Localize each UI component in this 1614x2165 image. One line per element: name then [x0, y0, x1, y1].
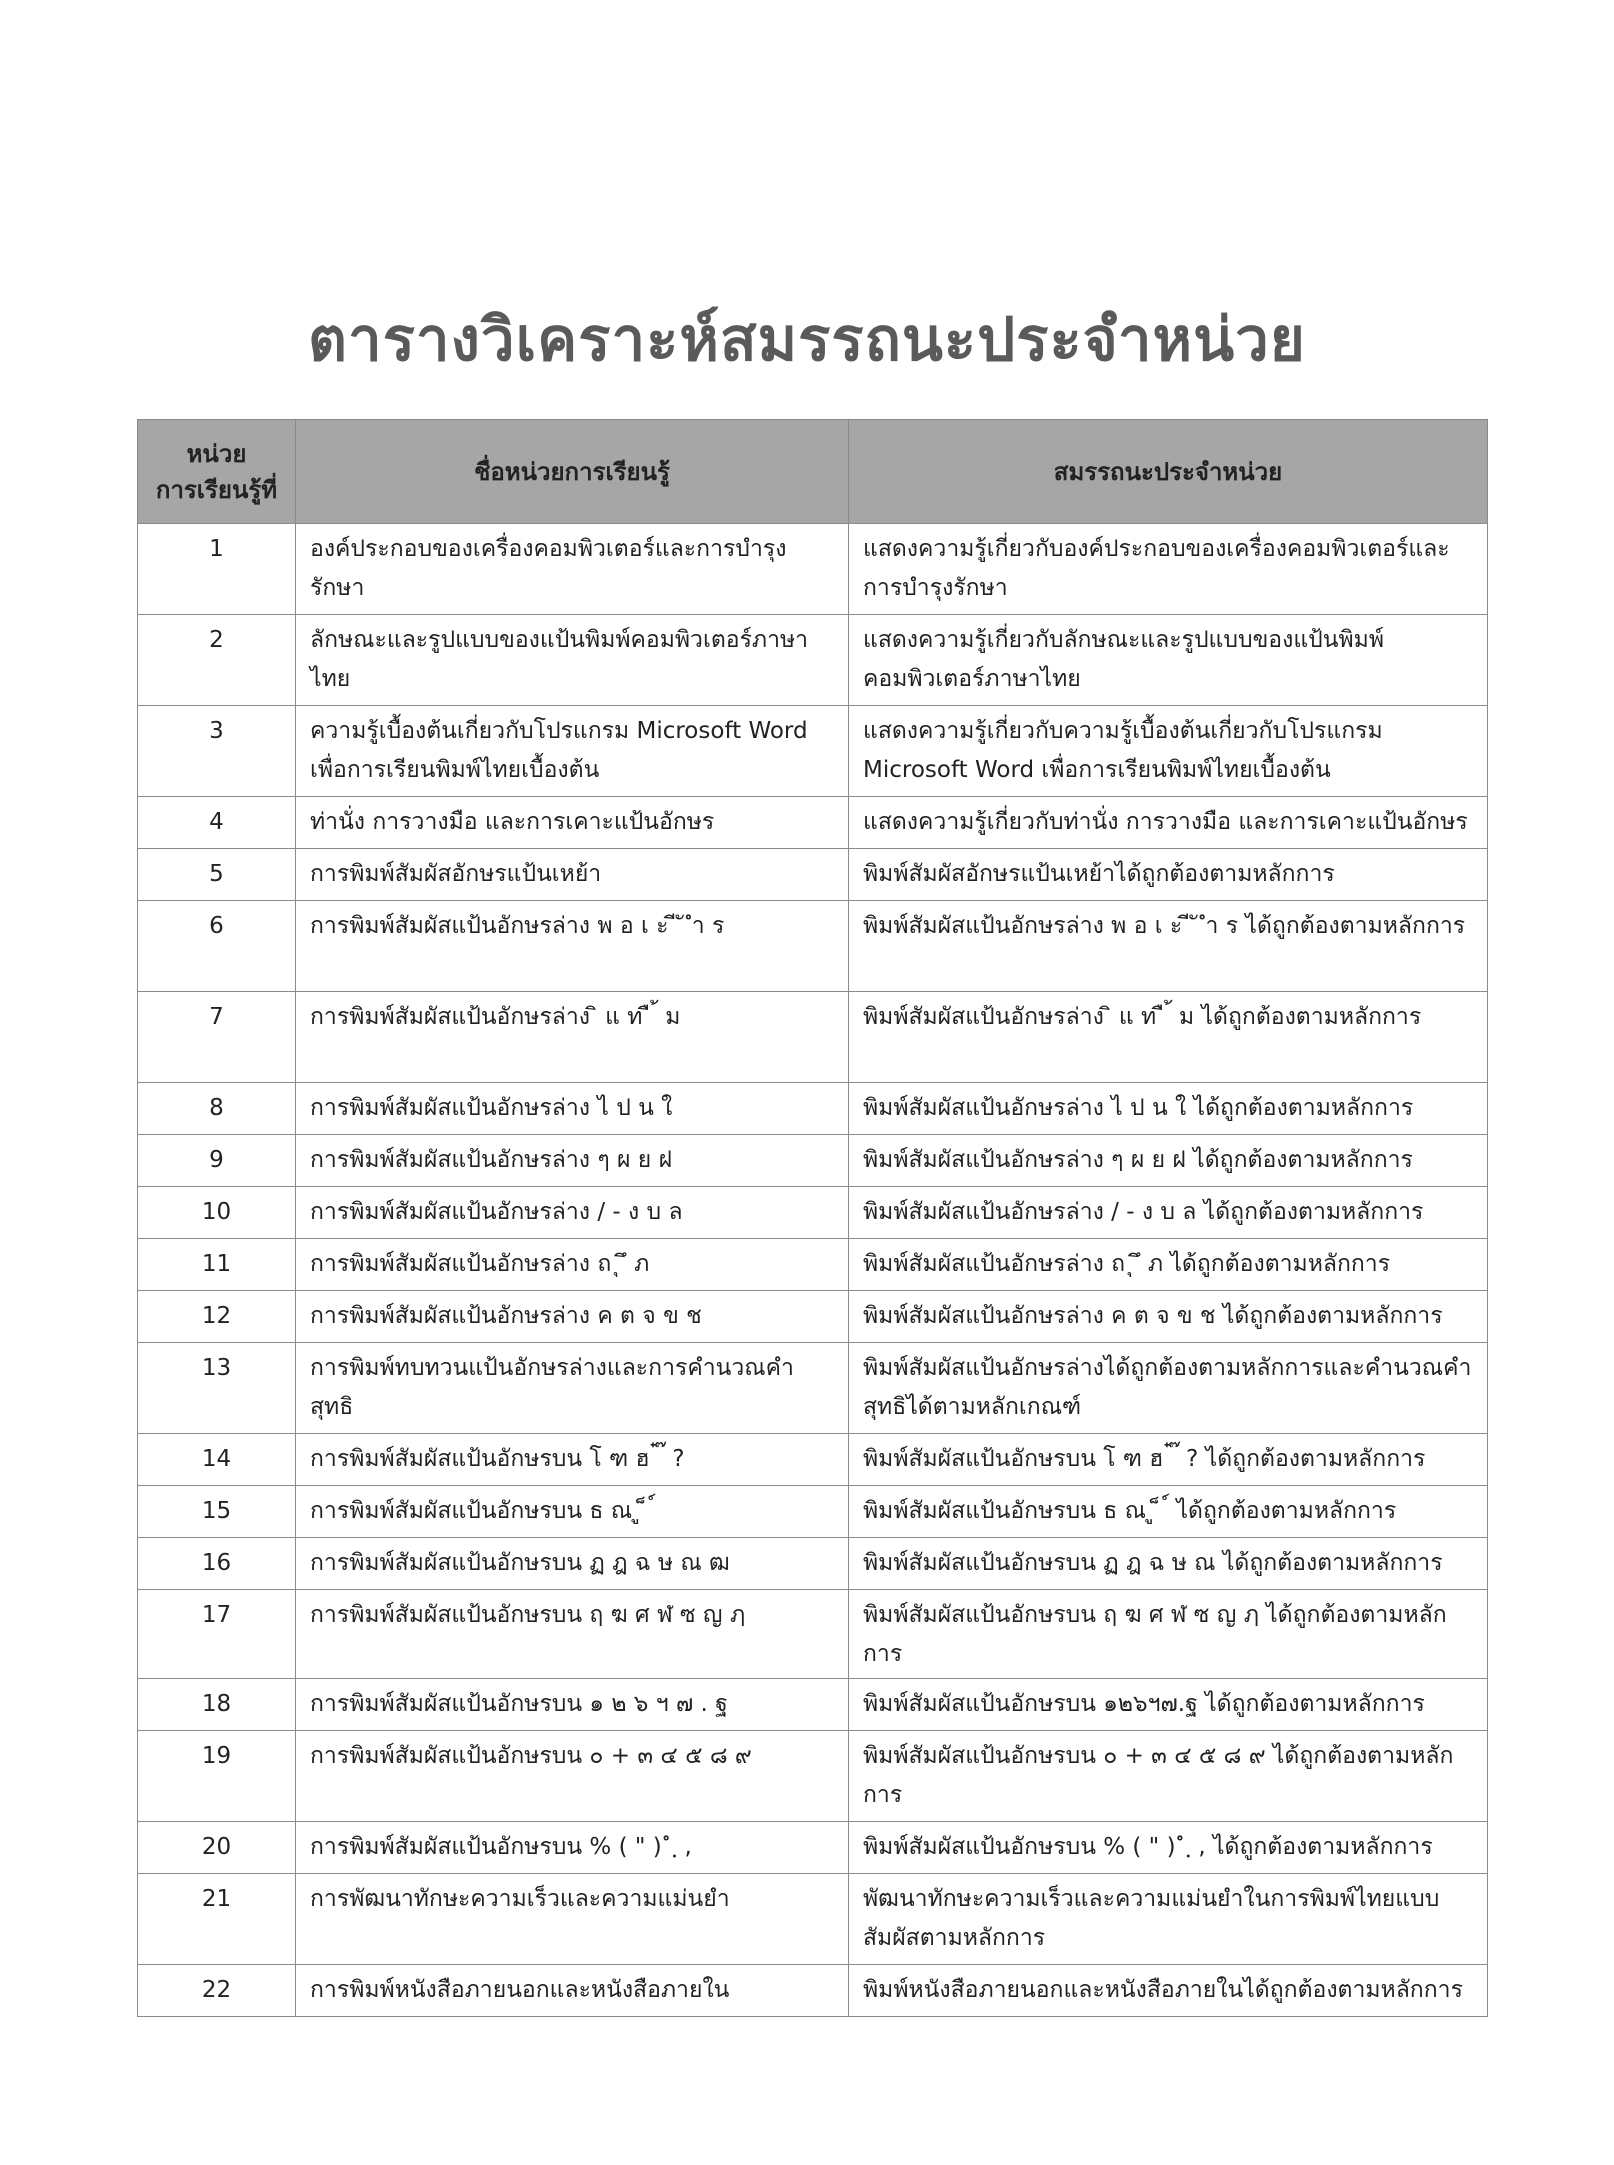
header-competency: สมรรถนะประจำหน่วย: [849, 420, 1488, 524]
competency-cell: พิมพ์สัมผัสแป้นอักษรบน ธ ณ ู ็ ์ ได้ถูกต้องตามหลักการ: [849, 1486, 1488, 1538]
competency-cell: แสดงความรู้เกี่ยวกับลักษณะและรูปแบบของแป้นพิมพ์คอมพิวเตอร์ภาษาไทย: [849, 615, 1488, 706]
table-row: [138, 1538, 1488, 1590]
competency-cell: พิมพ์สัมผัสแป้นอักษรบน % ( " ) ํ ฺ , ได้ถูกต้องตามหลักการ: [849, 1822, 1488, 1874]
header-unit-number: [138, 420, 296, 524]
competency-cell: พิมพ์สัมผัสแป้นอักษรล่างได้ถูกต้องตามหลักการและคำนวณคำสุทธิได้ตามหลักเกณฑ์: [849, 1343, 1488, 1434]
unit-name-cell: การพิมพ์สัมผัสแป้นอักษรบน ธ ณ ู ็ ์: [296, 1486, 849, 1538]
unit-name-cell: การพิมพ์สัมผัสแป้นอักษรล่าง พ อ เ ะ ี ั ำ ร: [296, 901, 849, 992]
unit-name-cell: การพิมพ์สัมผัสแป้นอักษรบน ฤ ฆ ศ ฬ ซ ญ ฦ: [296, 1590, 849, 1679]
unit-name-cell: การพิมพ์สัมผัสแป้นอักษรบน ฏ ฎ ฉ ษ ณ ฒ: [296, 1538, 849, 1590]
table-row: [138, 1731, 1488, 1822]
unit-name-cell: ความรู้เบื้องต้นเกี่ยวกับโปรแกรม Microsoft Word เพื่อการเรียนพิมพ์ไทยเบื้องต้น: [296, 706, 849, 797]
unit-number-cell: 12: [138, 1291, 296, 1343]
table-row: [138, 1343, 1488, 1434]
competency-cell: แสดงความรู้เกี่ยวกับท่านั่ง การวางมือ และการเคาะแป้นอักษร: [849, 797, 1488, 849]
unit-name-cell: การพิมพ์สัมผัสแป้นอักษรบน % ( " ) ํ ฺ ,: [296, 1822, 849, 1874]
unit-name-cell: การพิมพ์หนังสือภายนอกและหนังสือภายใน: [296, 1965, 849, 2017]
unit-name-cell: การพิมพ์สัมผัสอักษรแป้นเหย้า: [296, 849, 849, 901]
unit-number-cell: 7: [138, 992, 296, 1083]
table-row: [138, 1239, 1488, 1291]
unit-number-cell: 3: [138, 706, 296, 797]
table-row: [138, 1965, 1488, 2017]
competency-cell: พัฒนาทักษะความเร็วและความแม่นยำในการพิมพ์ไทยแบบสัมผัสตามหลักการ: [849, 1874, 1488, 1965]
unit-number-cell: 5: [138, 849, 296, 901]
competency-cell: พิมพ์สัมผัสแป้นอักษรล่าง / - ง บ ล ได้ถูกต้องตามหลักการ: [849, 1187, 1488, 1239]
competency-cell: พิมพ์สัมผัสแป้นอักษรล่าง ถ ุ ึ ภ ได้ถูกต้องตามหลักการ: [849, 1239, 1488, 1291]
competency-cell: พิมพ์สัมผัสแป้นอักษรล่าง พ อ เ ะ ี ั ำ ร ได้ถูกต้องตามหลักการ: [849, 901, 1488, 992]
unit-number-cell: 11: [138, 1239, 296, 1291]
competency-cell: พิมพ์สัมผัสแป้นอักษรล่าง ค ต จ ข ช ได้ถูกต้องตามหลักการ: [849, 1291, 1488, 1343]
table-row: [138, 797, 1488, 849]
header-unit-line2: การเรียนรู้ที่: [155, 475, 278, 504]
table-row: [138, 849, 1488, 901]
unit-number-cell: 13: [138, 1343, 296, 1434]
competency-cell: พิมพ์สัมผัสแป้นอักษรบน ฏ ฎ ฉ ษ ณ ได้ถูกต้องตามหลักการ: [849, 1538, 1488, 1590]
competency-cell: พิมพ์สัมผัสแป้นอักษรบน ๑๒๖ฯ๗.ฐ ได้ถูกต้องตามหลักการ: [849, 1679, 1488, 1731]
table-row: [138, 1434, 1488, 1486]
unit-name-cell: การพิมพ์ทบทวนแป้นอักษรล่างและการคำนวณคำสุทธิ: [296, 1343, 849, 1434]
unit-number-cell: 9: [138, 1135, 296, 1187]
unit-name-cell: ท่านั่ง การวางมือ และการเคาะแป้นอักษร: [296, 797, 849, 849]
unit-name-cell: การพิมพ์สัมผัสแป้นอักษรล่าง ค ต จ ข ช: [296, 1291, 849, 1343]
unit-number-cell: 18: [138, 1679, 296, 1731]
unit-number-cell: 17: [138, 1590, 296, 1679]
competency-cell: พิมพ์สัมผัสแป้นอักษรบน ฤ ฆ ศ ฬ ซ ญ ฦ ได้ถูกต้องตามหลักการ: [849, 1590, 1488, 1679]
unit-number-cell: 14: [138, 1434, 296, 1486]
unit-name-cell: การพิมพ์สัมผัสแป้นอักษรบน ๐ + ๓ ๔ ๕ ๘ ๙: [296, 1731, 849, 1822]
competency-cell: พิมพ์สัมผัสแป้นอักษรบน โ ฑ ฮ ๋ ๊ ? ได้ถูกต้องตามหลักการ: [849, 1434, 1488, 1486]
table-row: [138, 1590, 1488, 1679]
unit-number-cell: 4: [138, 797, 296, 849]
table-row: [138, 1679, 1488, 1731]
header-unit-line1: หน่วย: [186, 439, 247, 468]
unit-number-cell: 16: [138, 1538, 296, 1590]
unit-number-cell: 20: [138, 1822, 296, 1874]
unit-name-cell: การพิมพ์สัมผัสแป้นอักษรล่าง ถ ุ ึ ภ: [296, 1239, 849, 1291]
table-row: [138, 1187, 1488, 1239]
competency-cell: พิมพ์สัมผัสอักษรแป้นเหย้าได้ถูกต้องตามหลักการ: [849, 849, 1488, 901]
table-row: [138, 1486, 1488, 1538]
unit-name-cell: การพิมพ์สัมผัสแป้นอักษรล่าง ิ แ ท ื ้ ม: [296, 992, 849, 1083]
table-row: [138, 706, 1488, 797]
unit-name-cell: การพิมพ์สัมผัสแป้นอักษรล่าง ไ ป น ใ: [296, 1083, 849, 1135]
unit-name-cell: องค์ประกอบของเครื่องคอมพิวเตอร์และการบำรุงรักษา: [296, 524, 849, 615]
unit-number-cell: 19: [138, 1731, 296, 1822]
table-row: [138, 901, 1488, 992]
unit-number-cell: 8: [138, 1083, 296, 1135]
table-row: [138, 1874, 1488, 1965]
unit-number-cell: 1: [138, 524, 296, 615]
table-header-row: [138, 420, 1488, 524]
table-row: [138, 524, 1488, 615]
unit-number-cell: 10: [138, 1187, 296, 1239]
competency-cell: แสดงความรู้เกี่ยวกับองค์ประกอบของเครื่องคอมพิวเตอร์และการบำรุงรักษา: [849, 524, 1488, 615]
table-row: [138, 992, 1488, 1083]
competency-cell: พิมพ์หนังสือภายนอกและหนังสือภายในได้ถูกต้องตามหลักการ: [849, 1965, 1488, 2017]
competency-analysis-table: [137, 419, 1488, 2017]
unit-name-cell: การพิมพ์สัมผัสแป้นอักษรล่าง ๆ ผ ย ฝ: [296, 1135, 849, 1187]
unit-number-cell: 6: [138, 901, 296, 992]
unit-number-cell: 21: [138, 1874, 296, 1965]
unit-name-cell: ลักษณะและรูปแบบของแป้นพิมพ์คอมพิวเตอร์ภาษาไทย: [296, 615, 849, 706]
unit-name-cell: การพัฒนาทักษะความเร็วและความแม่นยำ: [296, 1874, 849, 1965]
unit-name-cell: การพิมพ์สัมผัสแป้นอักษรบน ๑ ๒ ๖ ฯ ๗ . ฐ: [296, 1679, 849, 1731]
table-row: [138, 1135, 1488, 1187]
unit-number-cell: 2: [138, 615, 296, 706]
table-row: [138, 1291, 1488, 1343]
table-row: [138, 615, 1488, 706]
page-title: ตารางวิเคราะห์สมรรถนะประจำหน่วย: [308, 305, 1306, 375]
unit-number-cell: 22: [138, 1965, 296, 2017]
table-row: [138, 1822, 1488, 1874]
competency-cell: พิมพ์สัมผัสแป้นอักษรล่าง ไ ป น ใ ได้ถูกต้องตามหลักการ: [849, 1083, 1488, 1135]
competency-cell: พิมพ์สัมผัสแป้นอักษรบน ๐ + ๓ ๔ ๕ ๘ ๙ ได้ถูกต้องตามหลักการ: [849, 1731, 1488, 1822]
competency-cell: พิมพ์สัมผัสแป้นอักษรล่าง ิ แ ท ื ้ ม ได้ถูกต้องตามหลักการ: [849, 992, 1488, 1083]
unit-name-cell: การพิมพ์สัมผัสแป้นอักษรล่าง / - ง บ ล: [296, 1187, 849, 1239]
table-row: [138, 1083, 1488, 1135]
unit-name-cell: การพิมพ์สัมผัสแป้นอักษรบน โ ฑ ฮ ๋ ๊ ?: [296, 1434, 849, 1486]
header-unit-name: ชื่อหน่วยการเรียนรู้: [296, 420, 849, 524]
competency-cell: พิมพ์สัมผัสแป้นอักษรล่าง ๆ ผ ย ฝ ได้ถูกต้องตามหลักการ: [849, 1135, 1488, 1187]
unit-number-cell: 15: [138, 1486, 296, 1538]
competency-cell: แสดงความรู้เกี่ยวกับความรู้เบื้องต้นเกี่ยวกับโปรแกรม Microsoft Word เพื่อการเรียนพิมพ์ไทยเบื้องต้น: [849, 706, 1488, 797]
